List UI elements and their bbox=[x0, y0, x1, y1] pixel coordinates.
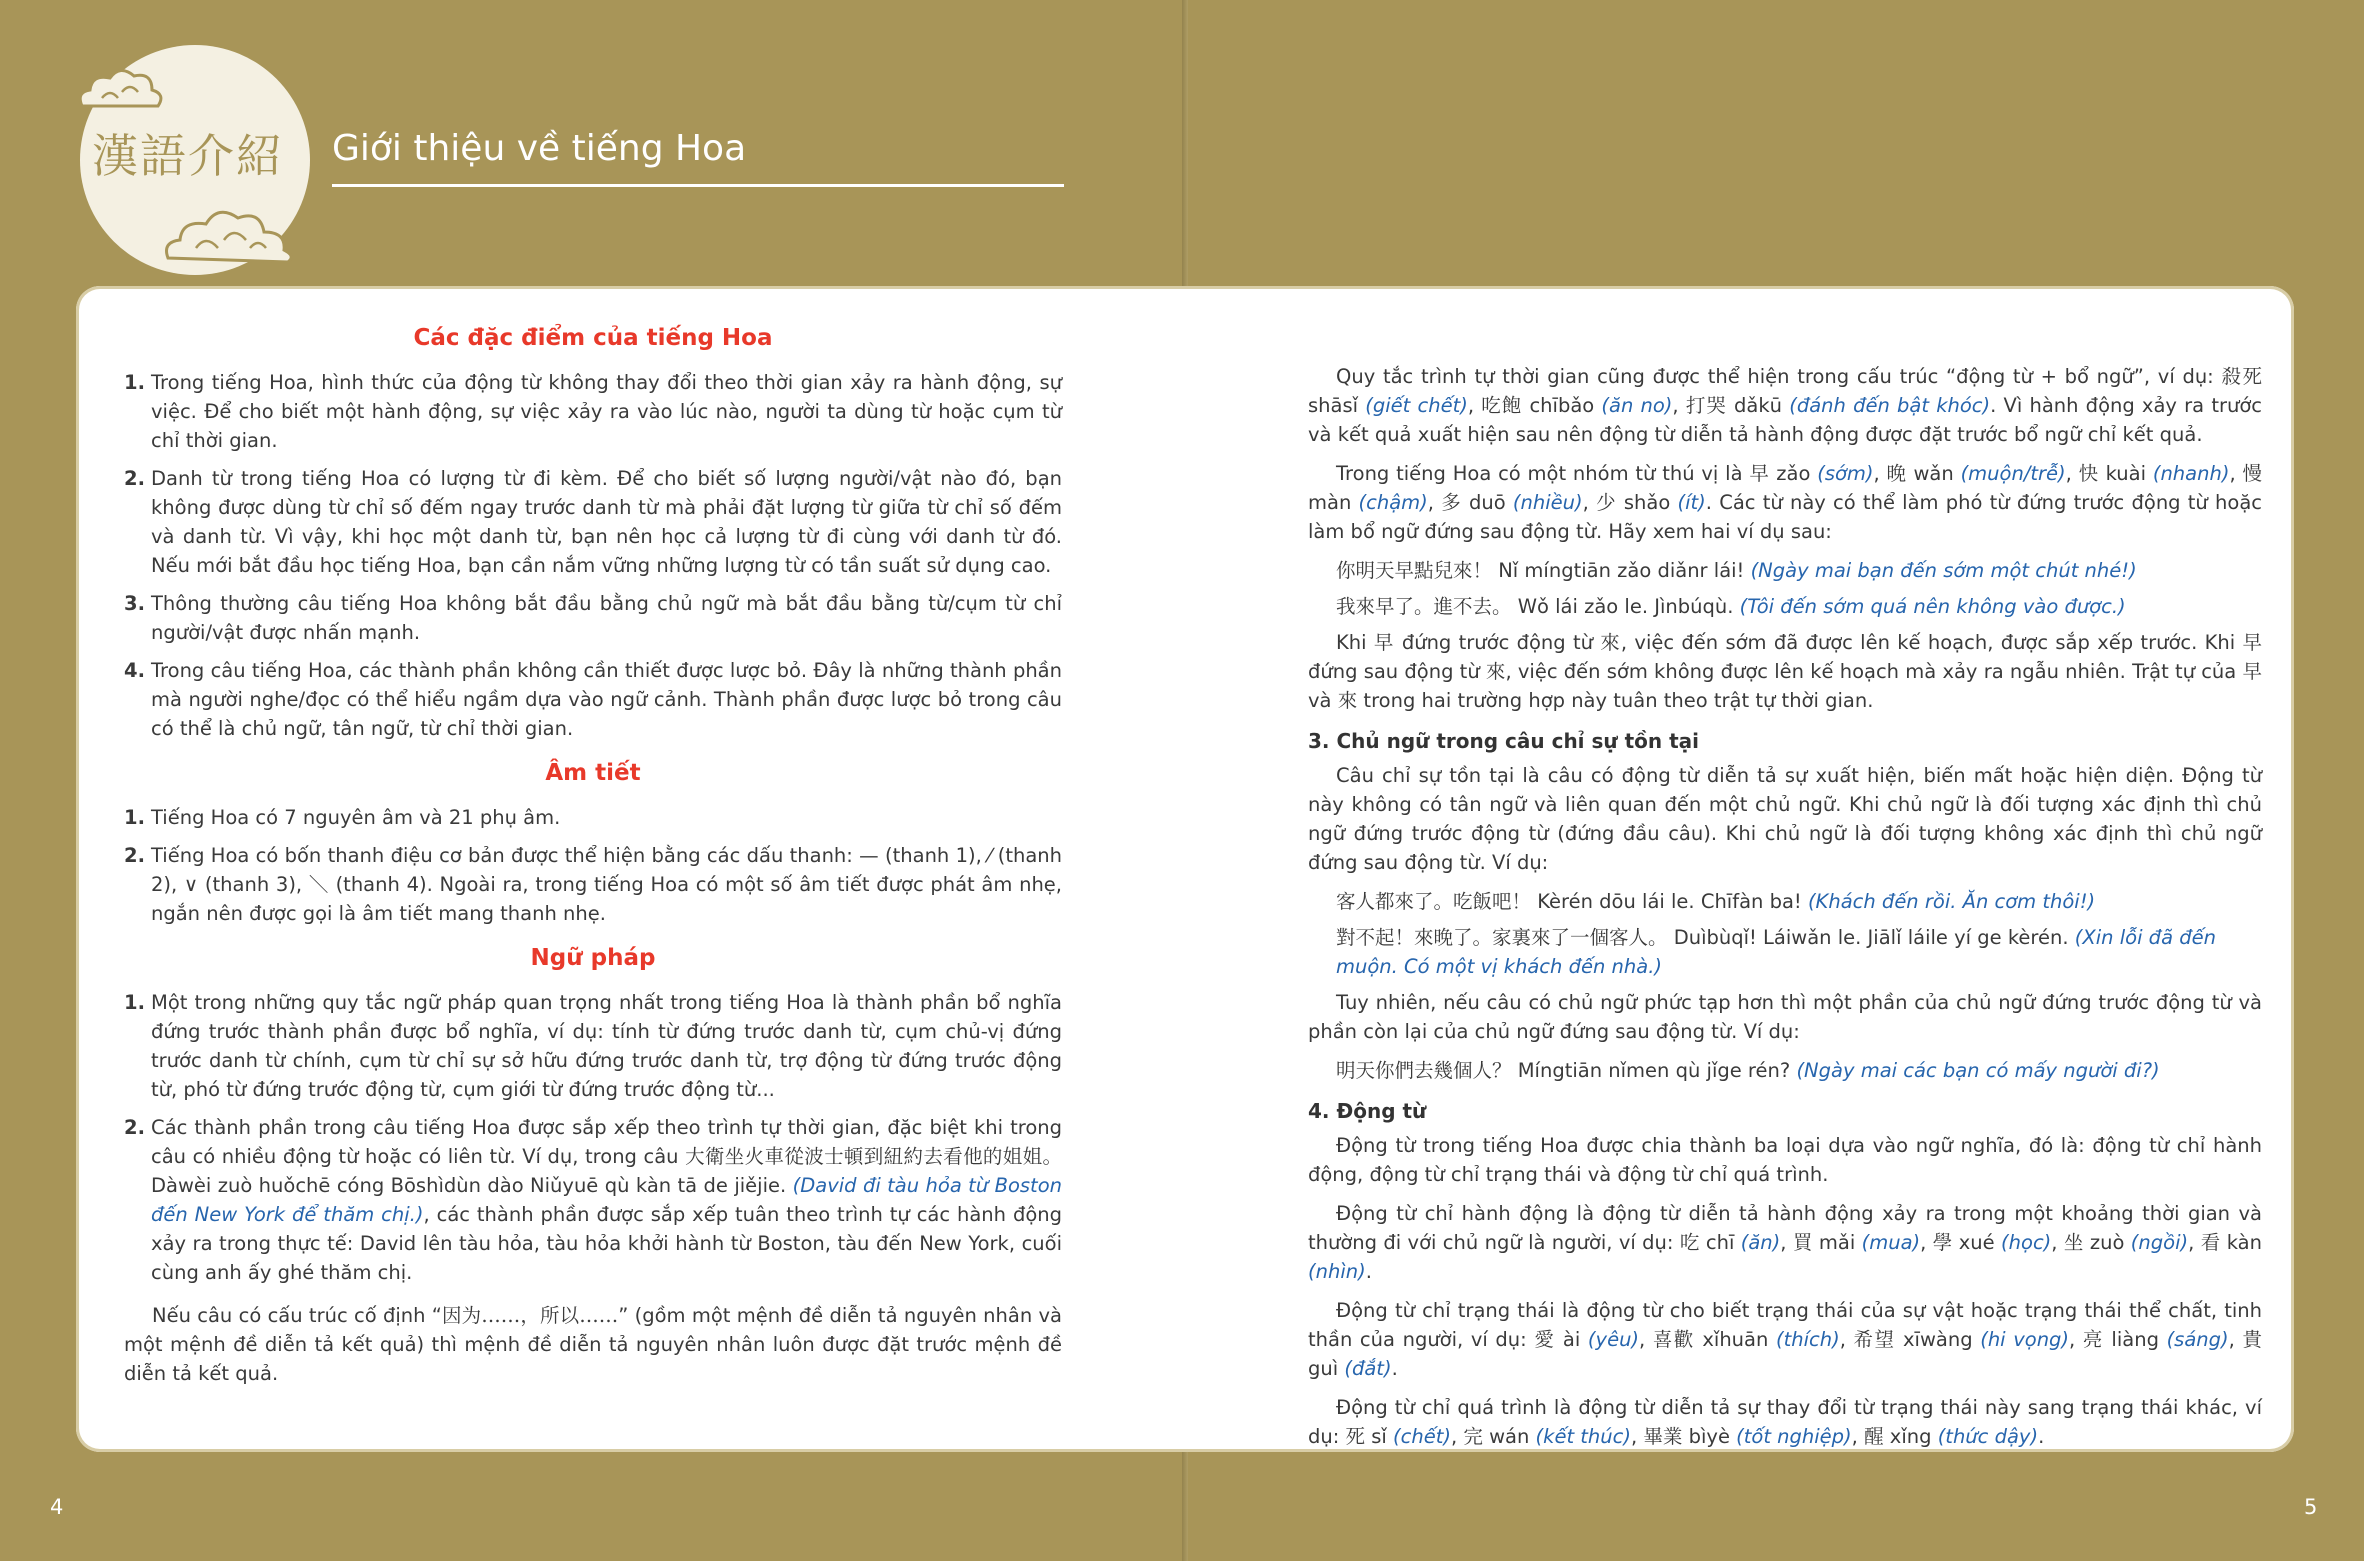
paragraph: Tuy nhiên, nếu câu có chủ ngữ phức tạp hơn thì một phần của chủ ngữ đứng trước động từ và phần còn lại của chủ ngữ đứng sau động từ. Ví dụ: bbox=[1308, 991, 2262, 1043]
cloud-ornament-bottom-icon bbox=[160, 200, 300, 270]
paragraph: Động từ chỉ trạng thái là động từ cho biết trạng thái của sự vật hoặc trạng thái thể chất, tinh thần của người, ví dụ: 愛 ài (yêu), 喜歡 xǐhuān (thích), 希望 xīwàng (hi vọng), 亮 liàng (sáng), 貴 guì (đắt). bbox=[1308, 1299, 2262, 1380]
list-item: 1. Tiếng Hoa có 7 nguyên âm và 21 phụ âm. bbox=[124, 806, 561, 829]
paragraph: Nếu câu có cấu trúc cố định “因为……，所以……” (gồm một mệnh đề diễn tả nguyên nhân và một mệnh đề diễn tả kết quả) thì mệnh đề diễn tả nguyên nhân luôn được đặt trước mệnh đề diễn tả kết quả. bbox=[124, 1304, 1062, 1385]
title-underline bbox=[332, 184, 1064, 187]
list-item: 2. Tiếng Hoa có bốn thanh điệu cơ bản được thể hiện bằng các dấu thanh: — (thanh 1), ⁄ (thanh 2), ∨ (thanh 3), ＼ (thanh 4). Ngoài ra, trong tiếng Hoa có một số âm tiết được phát âm nhẹ, ngắn nên được gọi là âm tiết mang thanh nhẹ. bbox=[124, 844, 1062, 925]
cloud-ornament-top-icon bbox=[72, 62, 168, 116]
example-sentence: 對不起！來晚了。家裏來了一個客人。 Duìbùqǐ! Láiwǎn le. Jiālǐ láile yí ge kèrén. (Xin lỗi đã đến muộn. Có một vị khách đến nhà.) bbox=[1336, 926, 2216, 978]
example-sentence: 我來早了。進不去。 Wǒ lái zǎo le. Jìnbúqù. (Tôi đến sớm quá nên không vào được.) bbox=[1336, 595, 2126, 618]
right-column bbox=[1308, 362, 2262, 1461]
section-heading: Các đặc điểm của tiếng Hoa bbox=[413, 325, 773, 351]
example-sentence: 明天你們去幾個人？ Míngtiān nǐmen qù jǐge rén? (Ngày mai các bạn có mấy người đi?) bbox=[1336, 1059, 2160, 1082]
syllable-list bbox=[124, 803, 1062, 928]
list-item: 2. Danh từ trong tiếng Hoa có lượng từ đi kèm. Để cho biết số lượng người/vật nào đó, bạn không được dùng từ chỉ số đếm ngay trước danh từ mà phải đặt lượng từ giữa từ chỉ số đếm và danh từ. Vì vậy, khi học một danh từ, bạn nên học cả lượng từ đi cùng với danh từ đó. Nếu mới bắt đầu học tiếng Hoa, bạn cần nắm vững những lượng từ có tần suất sử dụng cao. bbox=[124, 467, 1062, 577]
page-number-left: 4 bbox=[50, 1495, 64, 1519]
section-heading: Ngữ pháp bbox=[530, 945, 656, 971]
page-number-right: 5 bbox=[2304, 1495, 2318, 1519]
paragraph: Câu chỉ sự tồn tại là câu có động từ diễn tả sự xuất hiện, biến mất hoặc hiện diện. Động từ này không có tân ngữ và liên quan đến một chủ ngữ. Khi chủ ngữ là đối tượng xác định thì chủ ngữ đứng trước động từ (đứng đầu câu). Khi chủ ngữ là đối tượng không xác định thì chủ ngữ đứng sau động từ. Ví dụ: bbox=[1308, 764, 2262, 874]
chapter-title: Giới thiệu về tiếng Hoa bbox=[332, 128, 747, 169]
paragraph: Động từ trong tiếng Hoa được chia thành ba loại dựa vào ngữ nghĩa, đó là: động từ chỉ hành động, động từ chỉ trạng thái và động từ chỉ quá trình. bbox=[1308, 1134, 2262, 1186]
paragraph: Động từ chỉ hành động là động từ diễn tả hành động xảy ra trong một khoảng thời gian và thường đi với chủ ngữ là người, ví dụ: 吃 chī (ăn), 買 mǎi (mua), 學 xué (học), 坐 zuò (ngồi), 看 kàn (nhìn). bbox=[1308, 1202, 2262, 1283]
badge-chinese-title: 漢語介紹 bbox=[92, 129, 284, 183]
subsection-heading: 4. Động từ bbox=[1308, 1099, 1427, 1123]
paragraph: Khi 早 đứng trước động từ 來, việc đến sớm đã được lên kế hoạch, được sắp xếp trước. Khi 早 đứng sau động từ 來, việc đến sớm không được lên kế hoạch mà xảy ra ngẫu nhiên. Trật tự của 早 và 來 trong hai trường hợp này tuân theo trật tự thời gian. bbox=[1308, 631, 2262, 712]
subsection-heading: 3. Chủ ngữ trong câu chỉ sự tồn tại bbox=[1308, 729, 1700, 753]
list-item: 4. Trong câu tiếng Hoa, các thành phần không cần thiết được lược bỏ. Đây là những thành phần mà người nghe/đọc có thể hiểu ngầm dựa vào ngữ cảnh. Thành phần được lược bỏ trong câu có thể là chủ ngữ, tân ngữ, từ chỉ thời gian. bbox=[124, 659, 1062, 740]
section-heading: Âm tiết bbox=[545, 760, 641, 786]
example-sentence: 你明天早點兒來！ Nǐ míngtiān zǎo diǎnr lái! (Ngày mai bạn đến sớm một chút nhé!) bbox=[1336, 559, 2137, 582]
list-item: 1. Một trong những quy tắc ngữ pháp quan trọng nhất trong tiếng Hoa là thành phần bổ nghĩa đứng trước thành phần được bổ nghĩa, ví dụ: tính từ đứng trước danh từ, cụm chủ-vị đứng trước danh từ chính, cụm từ chỉ sự sở hữu đứng trước danh từ, trợ động từ đứng trước động từ, phó từ đứng trước động từ, cụm giới từ đứng trước động từ... bbox=[124, 991, 1062, 1101]
paragraph: Trong tiếng Hoa có một nhóm từ thú vị là 早 zǎo (sớm), 晚 wǎn (muộn/trễ), 快 kuài (nhanh), 慢 màn (chậm), 多 duō (nhiều), 少 shǎo (ít). Các từ này có thể làm phó từ đứng trước động từ hoặc làm bổ ngữ đứng sau động từ. Hãy xem hai ví dụ sau: bbox=[1308, 462, 2262, 543]
paragraph: Động từ chỉ quá trình là động từ diễn tả sự thay đổi từ trạng thái này sang trạng thái khác, ví dụ: 死 sǐ (chết), 完 wán (kết thúc), 畢業 bìyè (tốt nghiệp), 醒 xǐng (thức dậy). bbox=[1308, 1396, 2262, 1448]
list-item: 1. Trong tiếng Hoa, hình thức của động từ không thay đổi theo thời gian xảy ra hành động, sự việc. Để cho biết một hành động, sự việc xảy ra vào lúc nào, người ta dùng từ hoặc cụm từ chỉ thời gian. bbox=[124, 371, 1062, 452]
list-item: 2. Các thành phần trong câu tiếng Hoa được sắp xếp theo trình tự thời gian, đặc biệt khi trong câu có nhiều động từ hoặc có liên từ. Ví dụ, trong câu 大衛坐火車從波士頓到紐約去看他的姐姐。 Dàwèi zuò huǒchē cóng Bōshìdùn dào Niǔyuē qù kàn tā de jiějie. (David đi tàu hỏa từ Boston đến New York để thăm chị.), các thành phần được sắp xếp tuân theo trình tự các hành động xảy ra trong thực tế: David lên tàu hỏa, tàu hỏa khởi hành từ Boston, tàu đến New York, cuối cùng anh ấy ghé thăm chị. bbox=[124, 1116, 1062, 1284]
example-sentence: 客人都來了。吃飯吧！ Kèrén dōu lái le. Chīfàn ba! (Khách đến rồi. Ăn cơm thôi!) bbox=[1336, 890, 2096, 913]
grammar-list bbox=[124, 988, 1062, 1287]
features-list bbox=[124, 368, 1062, 743]
list-item: 3. Thông thường câu tiếng Hoa không bắt đầu bằng chủ ngữ mà bắt đầu bằng từ/cụm từ chỉ người/vật được nhấn mạnh. bbox=[124, 592, 1062, 644]
left-column bbox=[124, 322, 1062, 1398]
paragraph: Quy tắc trình tự thời gian cũng được thể hiện trong cấu trúc “động từ + bổ ngữ”, ví dụ: 殺死 shāsǐ (giết chết), 吃飽 chībǎo (ăn no), 打哭 dǎkū (đánh đến bật khóc). Vì hành động xảy ra trước và kết quả xuất hiện sau nên động từ diễn tả hành động được đặt trước bổ ngữ chỉ kết quả. bbox=[1308, 365, 2262, 446]
